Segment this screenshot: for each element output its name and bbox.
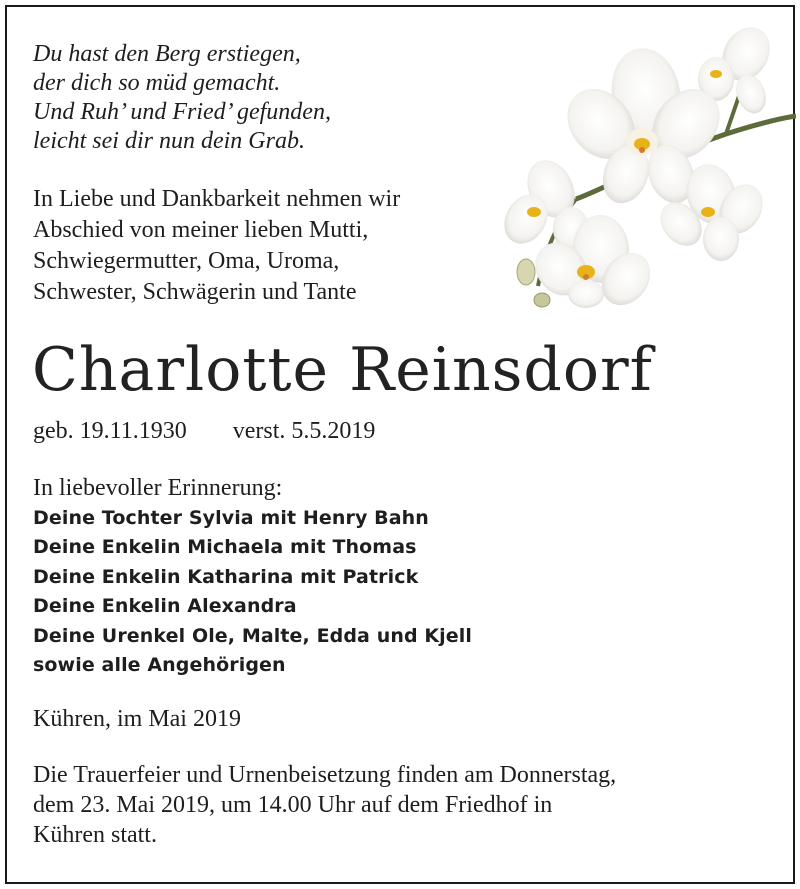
mourner-line: Deine Enkelin Michaela mit Thomas <box>33 536 417 558</box>
intro-line: Schwester, Schwägerin und Tante <box>33 279 357 305</box>
poem-line: leicht sei dir nun dein Grab. <box>33 128 305 154</box>
mourner-line: Deine Tochter Sylvia mit Henry Bahn <box>33 506 429 529</box>
service-line: Die Trauerfeier und Urnenbeisetzung finden am Donnerstag, <box>33 762 617 788</box>
service-line: dem 23. Mai 2019, um 14.00 Uhr auf dem Friedhof in <box>33 792 553 818</box>
mourner-line: sowie alle Angehörigen <box>33 654 286 676</box>
poem-line: der dich so müd gemacht. <box>33 70 281 96</box>
intro-line: Schwiegermutter, Oma, Uroma, <box>33 248 340 274</box>
intro-line: In Liebe und Dankbarkeit nehmen wir <box>33 186 401 212</box>
mourner-line: Deine Enkelin Alexandra <box>33 595 297 617</box>
death-date: verst. 5.5.2019 <box>232 418 376 444</box>
poem <box>33 40 331 156</box>
poem-line: Und Ruh’ und Fried’ gefunden, <box>33 99 331 125</box>
mourner-line: Deine Enkelin Katharina mit Patrick <box>33 565 419 588</box>
intro-line: Abschied von meiner lieben Mutti, <box>33 217 369 243</box>
service-line: Kühren statt. <box>33 822 157 848</box>
white-orchid-icon <box>496 24 796 314</box>
memory-heading: In liebevoller Erinnerung: <box>33 475 283 501</box>
intro-text <box>33 184 400 308</box>
poem-line: Du hast den Berg erstiegen, <box>33 41 301 67</box>
place-date: Kühren, im Mai 2019 <box>33 706 241 732</box>
life-dates <box>33 416 375 446</box>
deceased-name: Charlotte Reinsdorf <box>32 335 653 405</box>
mourners-block <box>33 474 472 681</box>
birth-date: geb. 19.11.1930 <box>33 418 187 444</box>
mourner-line: Deine Urenkel Ole, Malte, Edda und Kjell <box>33 624 473 647</box>
funeral-service-info <box>33 760 616 850</box>
